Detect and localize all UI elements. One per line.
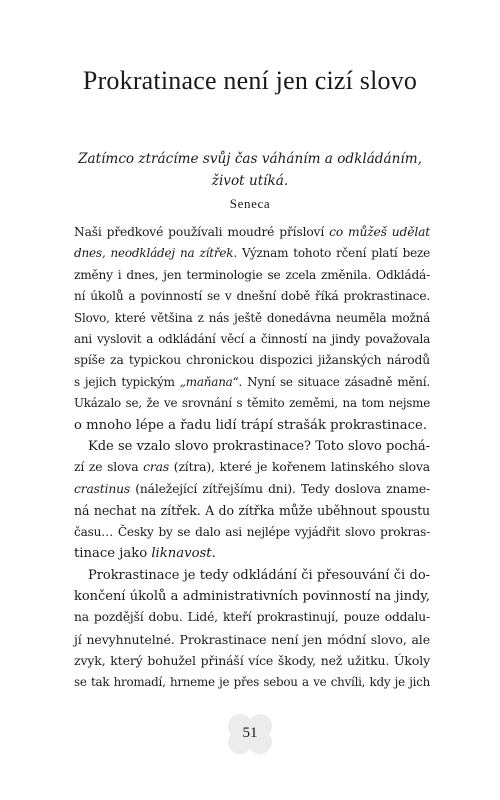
text-segment: Prokrastinace je tedy odkládání či přesouvání či do- (88, 567, 430, 583)
text-line (74, 479, 430, 500)
text-segment: ani vyslovit a odkládání věcí a činností na jindy považovala (74, 332, 430, 347)
epigraph-quote (0, 148, 500, 192)
page-folio (224, 712, 276, 756)
text-line (74, 586, 430, 607)
text-segment: ná nechat na zítřek. A do zítřka může uběhnout spoustu (74, 503, 430, 519)
paragraph (74, 436, 430, 564)
text-line (74, 607, 430, 628)
italic-segment: dnes, neodkládej na zítřek (74, 246, 234, 261)
text-line (74, 457, 430, 478)
text-line (74, 650, 430, 671)
text-line (74, 265, 430, 286)
paragraph (74, 222, 430, 436)
chapter-title: Prokratinace není jen cizí slovo (82, 66, 418, 95)
text-line (74, 522, 430, 543)
text-segment: Slovo, které většina z nás ještě donedávna neuměla možná (74, 310, 430, 325)
text-line (74, 543, 430, 564)
text-line (74, 565, 430, 586)
text-line (74, 629, 430, 650)
text-segment: Kde se vzalo slovo prokrastinace? Toto slovo pochá- (88, 439, 430, 455)
text-segment: jí nevyhnutelné. Prokrastinace není jen módní slovo, ale (74, 631, 430, 647)
text-segment: Ukázalo se, že ve srovnání s těmito zeměmi, na tom nejsme (74, 396, 430, 411)
epigraph (0, 148, 500, 212)
text-segment: zí ze slova (74, 460, 144, 475)
text-segment: změny i dnes, jen terminologie se zcela změnila. Odkládá- (74, 267, 430, 282)
epigraph-line-1: Zatímco ztrácíme svůj čas váháním a odkládáním, (78, 151, 422, 167)
italic-segment: co můžeš udělat (329, 225, 431, 239)
italic-segment: liknavost (151, 546, 212, 562)
text-line (74, 350, 430, 371)
text-segment: . Význam tohoto rčení platí beze (233, 246, 430, 261)
paragraph (74, 565, 430, 693)
text-line (74, 308, 430, 329)
text-segment: zvyk, který bohužel přináší více škody, než užitku. Úkoly (74, 653, 430, 669)
text-line (74, 372, 430, 393)
text-segment: . Nyní se situace zásadně mění. (238, 374, 430, 389)
text-line (74, 436, 430, 457)
text-line (74, 329, 430, 350)
text-line (74, 286, 430, 307)
italic-segment: „maňana“ (179, 374, 239, 389)
text-segment: Naši předkové používali moudré přísloví (74, 225, 330, 239)
text-segment: končení úkolů a administrativních povinností na jindy, (74, 588, 430, 604)
text-line (74, 672, 430, 693)
text-segment: času… Česky by se dalo asi nejlépe vyjádřit slovo prokras- (74, 524, 430, 539)
text-segment: . (211, 546, 216, 562)
page-number: 51 (242, 725, 258, 741)
text-segment: se tak hromadí, hrneme je přes sebou a ve chvíli, kdy je jich (74, 674, 430, 689)
text-segment: (zítra), které je kořenem latinského slova (169, 460, 430, 475)
text-segment: o mnoho lépe a řadu lidí trápí strašák prokrastinace. (74, 417, 428, 433)
text-segment: s jejich typickým (74, 374, 180, 389)
text-segment: spíše za typickou chronickou dispozici jižanských národů (74, 353, 430, 368)
italic-segment: cras (143, 460, 170, 475)
body-text (74, 222, 430, 693)
text-line (74, 415, 430, 436)
text-line (74, 393, 430, 414)
text-segment: na pozdější dobu. Lidé, kteří prokrastinují, pouze oddalu- (74, 610, 430, 625)
text-segment: (náležející zítřejšímu dni). Tedy doslova zname- (130, 481, 430, 496)
text-line (74, 243, 430, 264)
epigraph-author: Seneca (229, 196, 271, 211)
text-line (74, 222, 430, 243)
epigraph-line-2: život utíká. (211, 173, 289, 189)
text-segment: tinace jako (74, 546, 152, 562)
text-segment: ní úkolů a povinností se v dnešní době říká prokrastinace. (74, 289, 430, 304)
italic-segment: crastinus (74, 481, 131, 496)
text-line (74, 500, 430, 521)
